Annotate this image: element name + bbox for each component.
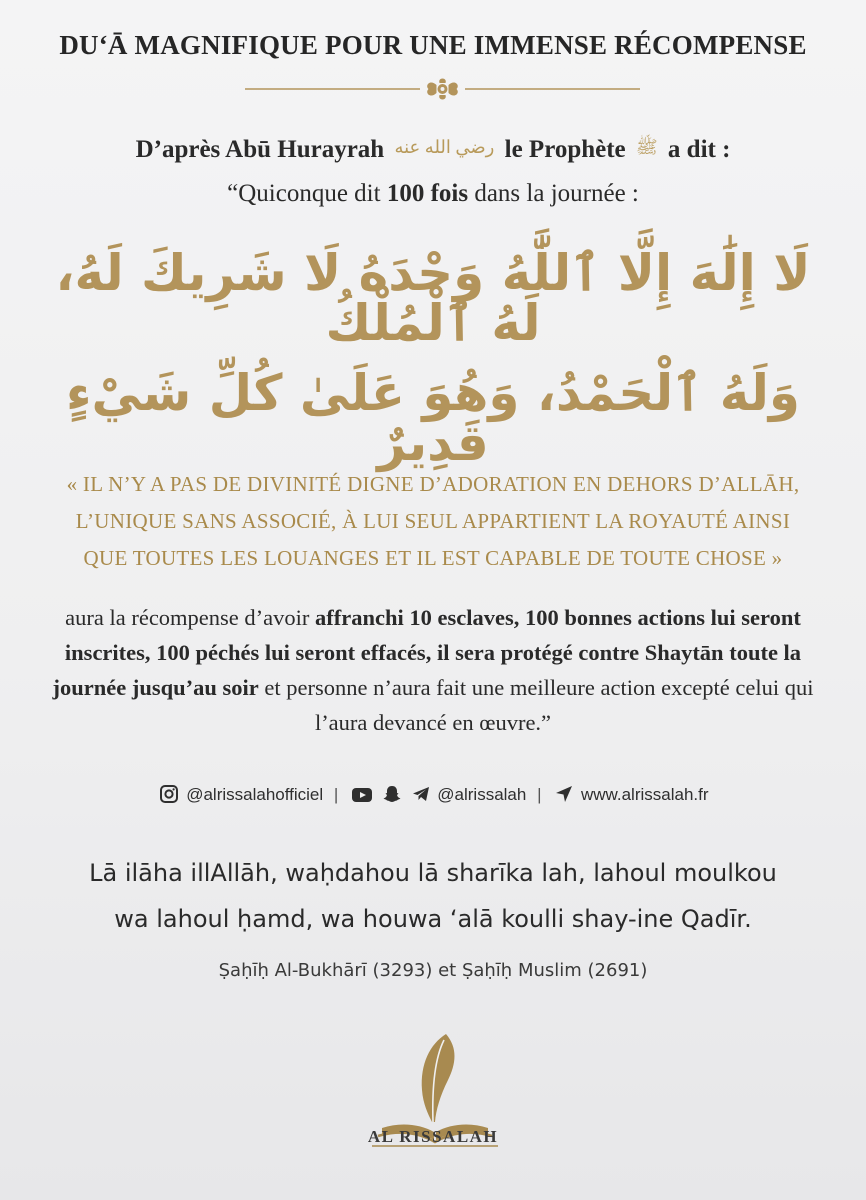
hadith-source: Ṣaḥīḥ Al-Bukhārī (3293) et Ṣaḥīḥ Muslim (2691) xyxy=(218,960,648,981)
intro-narrator: D’après Abū Hurayrah xyxy=(135,136,385,163)
reward-text-start: aura la récompense d’avoir xyxy=(65,605,316,630)
french-translation xyxy=(50,466,816,577)
youtube-icon[interactable] xyxy=(351,786,373,804)
instagram-icon[interactable] xyxy=(159,784,179,804)
transliteration-line-2: wa lahoul ḥamd, wa houwa ‘alā koulli shay-ine Qadīr. xyxy=(114,905,752,933)
honorific-companion-icon: رضي الله عنه xyxy=(394,137,495,157)
translation-line-2: L’UNIQUE SANS ASSOCIÉ, À LUI SEUL APPARTIENT LA ROYAUTÉ AINSI xyxy=(75,509,791,533)
snapchat-icon[interactable] xyxy=(382,784,402,804)
transliteration-line-1: Lā ilāha illAllāh, waḥdahou lā sharīka lah, lahoul moulkou xyxy=(89,859,777,887)
reward-text-end: et personne n’aura fait une meilleure action excepté celui qui l’aura devancé en œuvre.” xyxy=(258,675,814,735)
instagram-handle[interactable]: @alrissalahofficiel xyxy=(186,785,324,804)
telegram-icon[interactable] xyxy=(411,784,431,804)
multi-handle[interactable]: @alrissalah xyxy=(437,785,527,804)
website-link[interactable]: www.alrissalah.fr xyxy=(580,785,709,804)
intro-line-2 xyxy=(0,180,866,208)
intro-count: 100 fois xyxy=(386,180,469,207)
reward-text-bold: affranchi 10 esclaves, 100 bonnes actions lui seront inscrites, 100 péchés lui seront effacés, il sera protégé contre Shaytān toute la journée jusqu’au soir xyxy=(52,605,802,700)
honorific-prophet-icon: ﷺ xyxy=(635,137,658,157)
intro-prophet: le Prophète xyxy=(504,136,626,163)
navigation-icon[interactable] xyxy=(554,784,574,804)
arabic-dua-line-2: وَلَهُ ٱلْحَمْدُ، وَهُوَ عَلَىٰ كُلِّ شَيْءٍ قَدِيرٌ xyxy=(66,364,800,472)
reward-paragraph xyxy=(50,600,816,740)
translation-line-1: « IL N’Y A PAS DE DIVINITÉ DIGNE D’ADORATION EN DEHORS D’ALLĀH, xyxy=(66,472,800,496)
separator: | xyxy=(333,785,339,804)
intro-line-1 xyxy=(0,136,866,164)
translation-line-3: QUE TOUTES LES LOUANGES ET IL EST CAPABLE DE TOUTE CHOSE » xyxy=(83,546,783,570)
transliteration xyxy=(0,850,866,942)
separator: | xyxy=(537,785,542,804)
page-title: DU‘Ā MAGNIFIQUE POUR UNE IMMENSE RÉCOMPENSE xyxy=(59,30,807,60)
social-links xyxy=(0,784,866,805)
ornament-divider xyxy=(245,76,640,102)
intro-said: a dit : xyxy=(667,136,731,163)
brand-name: AL RISSALAH xyxy=(367,1127,499,1146)
intro-quote-start: “Quiconque dit xyxy=(227,180,387,207)
intro-quote-end: dans la journée : xyxy=(468,180,639,207)
arabic-dua-line-1: لَا إِلَٰهَ إِلَّا ٱللَّٰهُ وَحْدَهُ لَا شَرِيكَ لَهُ، لَهُ ٱلْمُلْكُ xyxy=(55,244,811,352)
